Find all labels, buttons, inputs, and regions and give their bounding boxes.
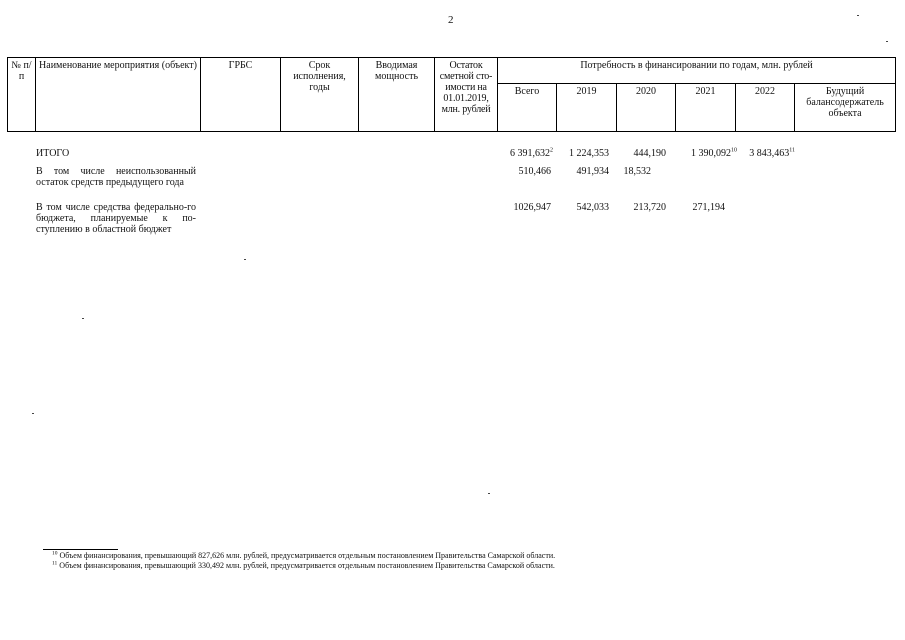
scan-speck xyxy=(244,259,246,260)
row-federal-2021: 271,194 xyxy=(692,202,725,213)
row-unused-2019: 491,934 xyxy=(576,166,609,177)
scan-speck xyxy=(82,318,84,319)
header-financing: Потребность в финансировании по годам, млн. рублей xyxy=(498,58,896,84)
scan-speck xyxy=(886,41,888,42)
header-2021: 2021 xyxy=(676,84,736,132)
row-total-2022: 3 843,463$^{11}$ xyxy=(749,147,795,159)
header-grbs: ГРБС xyxy=(201,58,281,132)
row-federal-2019: 542,033 xyxy=(576,202,609,213)
header-num: № п/п xyxy=(8,58,36,132)
scan-speck xyxy=(488,493,490,494)
row-total-2020: 444,190 xyxy=(633,148,666,159)
page-number: 2 xyxy=(448,14,454,26)
row-federal-total: 1026,947 xyxy=(513,202,551,213)
row-unused-label: В том числе неиспользованный остаток средств предыдущего года xyxy=(36,166,196,188)
row-unused-2020: 18,532 xyxy=(623,166,651,177)
header-2020: 2020 xyxy=(617,84,676,132)
row-total-total: 6 391,632$^2$ xyxy=(510,147,553,159)
header-2022: 2022 xyxy=(736,84,795,132)
scan-speck xyxy=(32,413,34,414)
scan-speck xyxy=(857,15,859,16)
header-remainder: Остаток сметной сто-имости на 01.01.2019, млн. рублей xyxy=(435,58,498,132)
row-total-2021: 1 390,092$^{10}$ xyxy=(691,147,737,159)
header-term: Срок исполнения, годы xyxy=(281,58,359,132)
row-federal-label: В том числе средства федерально-го бюджета, планируемые к по-ступлению в областной бюджет xyxy=(36,202,196,235)
header-capacity: Вводимая мощность xyxy=(359,58,435,132)
row-unused-total: 510,466 xyxy=(518,166,551,177)
header-future-holder: Будущий балансодержатель объекта xyxy=(795,84,896,132)
header-2019: 2019 xyxy=(557,84,617,132)
footnote-11: $^{11}$ Объем финансирования, превышающий 330,492 млн. рублей, предусматривается отдельным постановлением Правительства Самарской области. xyxy=(52,560,555,570)
row-total-2019: 1 224,353 xyxy=(569,148,609,159)
row-federal-2020: 213,720 xyxy=(633,202,666,213)
row-total-label: ИТОГО xyxy=(36,148,70,159)
financing-table-header xyxy=(7,57,896,132)
header-total: Всего xyxy=(498,84,557,132)
header-name: Наименование мероприятия (объект) xyxy=(36,58,201,132)
footnote-10: $^{10}$ Объем финансирования, превышающий 827,626 млн. рублей, предусматривается отдельным постановлением Правительства Самарской области. xyxy=(52,550,556,560)
